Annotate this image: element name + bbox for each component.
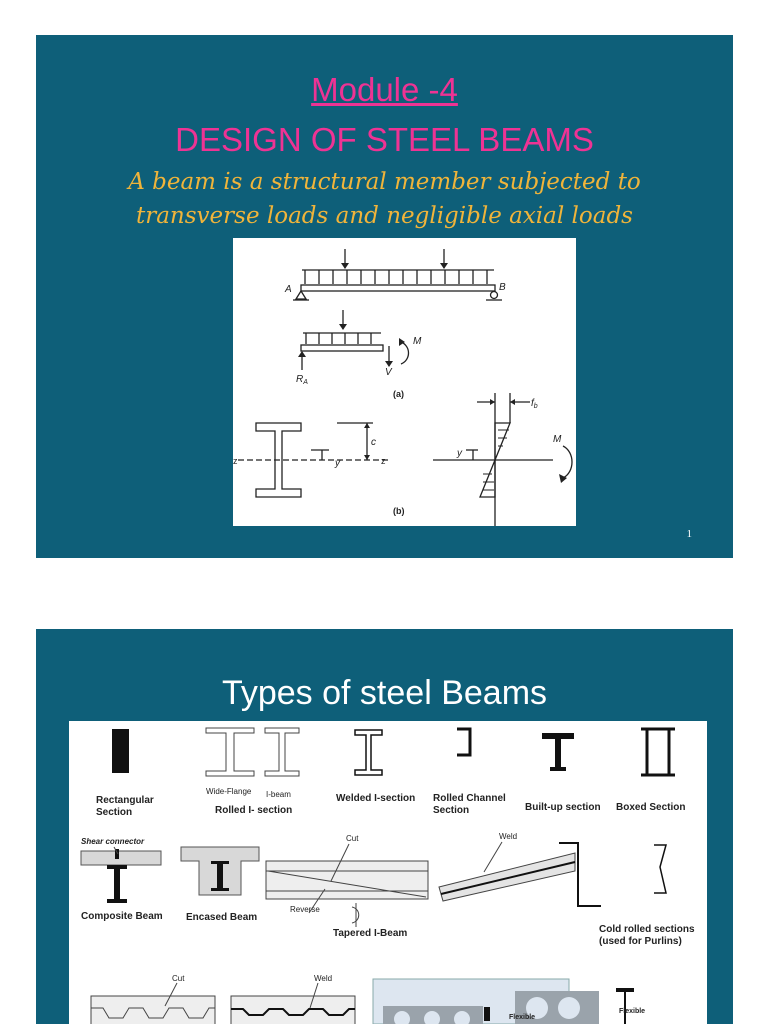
- encased-beam-shape: [181, 847, 259, 895]
- label-y: y: [335, 458, 340, 469]
- label-rolled-channel-2: Section: [433, 805, 470, 816]
- label-boxed: Boxed Section: [616, 802, 686, 813]
- cellular-beam-shape: [373, 979, 634, 1024]
- boxed-section-shape: [647, 729, 669, 775]
- page-number: 1: [686, 528, 692, 540]
- roller-support-B: [491, 292, 498, 299]
- welded-i-shape: [355, 730, 382, 775]
- label-flexible-2: Flexible: [619, 1008, 646, 1015]
- label-tapered: Tapered I-Beam: [333, 928, 408, 939]
- label-RA: $R_A$: [296, 374, 308, 386]
- label-cold-rolled-1: Cold rolled sections: [599, 924, 695, 935]
- tapered-welded-beam-shape: [439, 842, 575, 901]
- label-y-stress: y: [457, 448, 462, 459]
- i-beam-shape: [265, 728, 299, 776]
- label-flexible-1: Flexible: [509, 1014, 536, 1021]
- distributed-load-arrows: [305, 270, 487, 284]
- rotate-arrow-icon: [352, 903, 359, 927]
- sigma-section-shape: [654, 845, 666, 893]
- label-V: V: [385, 367, 392, 378]
- beam-definition: [36, 165, 733, 233]
- castellated-cut-beam-shape: [91, 983, 215, 1024]
- wide-flange-shape: [206, 728, 254, 776]
- moment-arrow: [401, 342, 409, 364]
- definition-line-1: A beam is a structural member subjected to: [128, 169, 641, 195]
- caption-b: (b): [393, 506, 405, 516]
- label-cut-2: Cut: [172, 974, 185, 983]
- label-M-top: M: [413, 336, 422, 347]
- label-fb: $f_b$: [531, 398, 538, 410]
- slide-2: [36, 629, 733, 1024]
- label-z-right: z: [381, 456, 386, 466]
- label-shear-connector: Shear connector: [81, 837, 145, 846]
- label-z-left: z: [233, 456, 238, 466]
- label-composite: Composite Beam: [81, 911, 163, 922]
- rectangular-section-shape: [112, 729, 129, 773]
- label-reverse: Reverse: [290, 905, 320, 914]
- slide-2-title: Types of steel Beams: [221, 674, 548, 712]
- beam-bending-figure: [233, 238, 576, 526]
- beam-bending-diagram: [233, 238, 576, 526]
- beam-types-figure: [69, 721, 707, 1024]
- pin-support-A: [296, 291, 306, 299]
- label-cold-rolled-2: (used for Purlins): [599, 936, 682, 947]
- beam-types-diagram: [69, 721, 707, 1024]
- label-rectangular-2: Section: [96, 807, 133, 818]
- channel-shape: [457, 729, 470, 755]
- composite-beam-shape: [81, 849, 161, 903]
- label-welded-i: Welded I-section: [336, 793, 416, 804]
- castellated-welded-beam-shape: [231, 983, 355, 1024]
- label-rolled-channel-1: Rolled Channel: [433, 793, 506, 804]
- built-up-shape: [542, 733, 574, 771]
- label-B: B: [499, 282, 506, 293]
- label-wide-flange: Wide-Flange: [206, 787, 252, 796]
- label-A: A: [285, 284, 292, 295]
- slide-heading: DESIGN OF STEEL BEAMS: [175, 121, 594, 158]
- label-M-bottom: M: [553, 434, 562, 445]
- free-body-segment: [301, 345, 383, 351]
- label-rectangular-1: Rectangular: [96, 795, 154, 806]
- definition-line-2: transverse loads and negligible axial loads: [135, 203, 633, 229]
- label-built-up: Built-up section: [525, 802, 601, 813]
- slide-1: [36, 35, 733, 558]
- label-c: c: [371, 437, 376, 448]
- moment-arrow-b: [563, 446, 572, 478]
- label-i-beam: I-beam: [266, 790, 291, 799]
- label-cut: Cut: [346, 834, 359, 843]
- label-weld-2: Weld: [314, 974, 333, 983]
- module-title: Module -4: [311, 71, 458, 108]
- caption-a: (a): [393, 389, 404, 399]
- label-weld: Weld: [499, 832, 518, 841]
- label-encased: Encased Beam: [186, 912, 258, 923]
- beam-body: [301, 285, 495, 291]
- z-section-shape: [559, 843, 601, 906]
- tapered-cut-beam-shape: [266, 844, 428, 913]
- label-rolled-i: Rolled I- section: [215, 805, 293, 816]
